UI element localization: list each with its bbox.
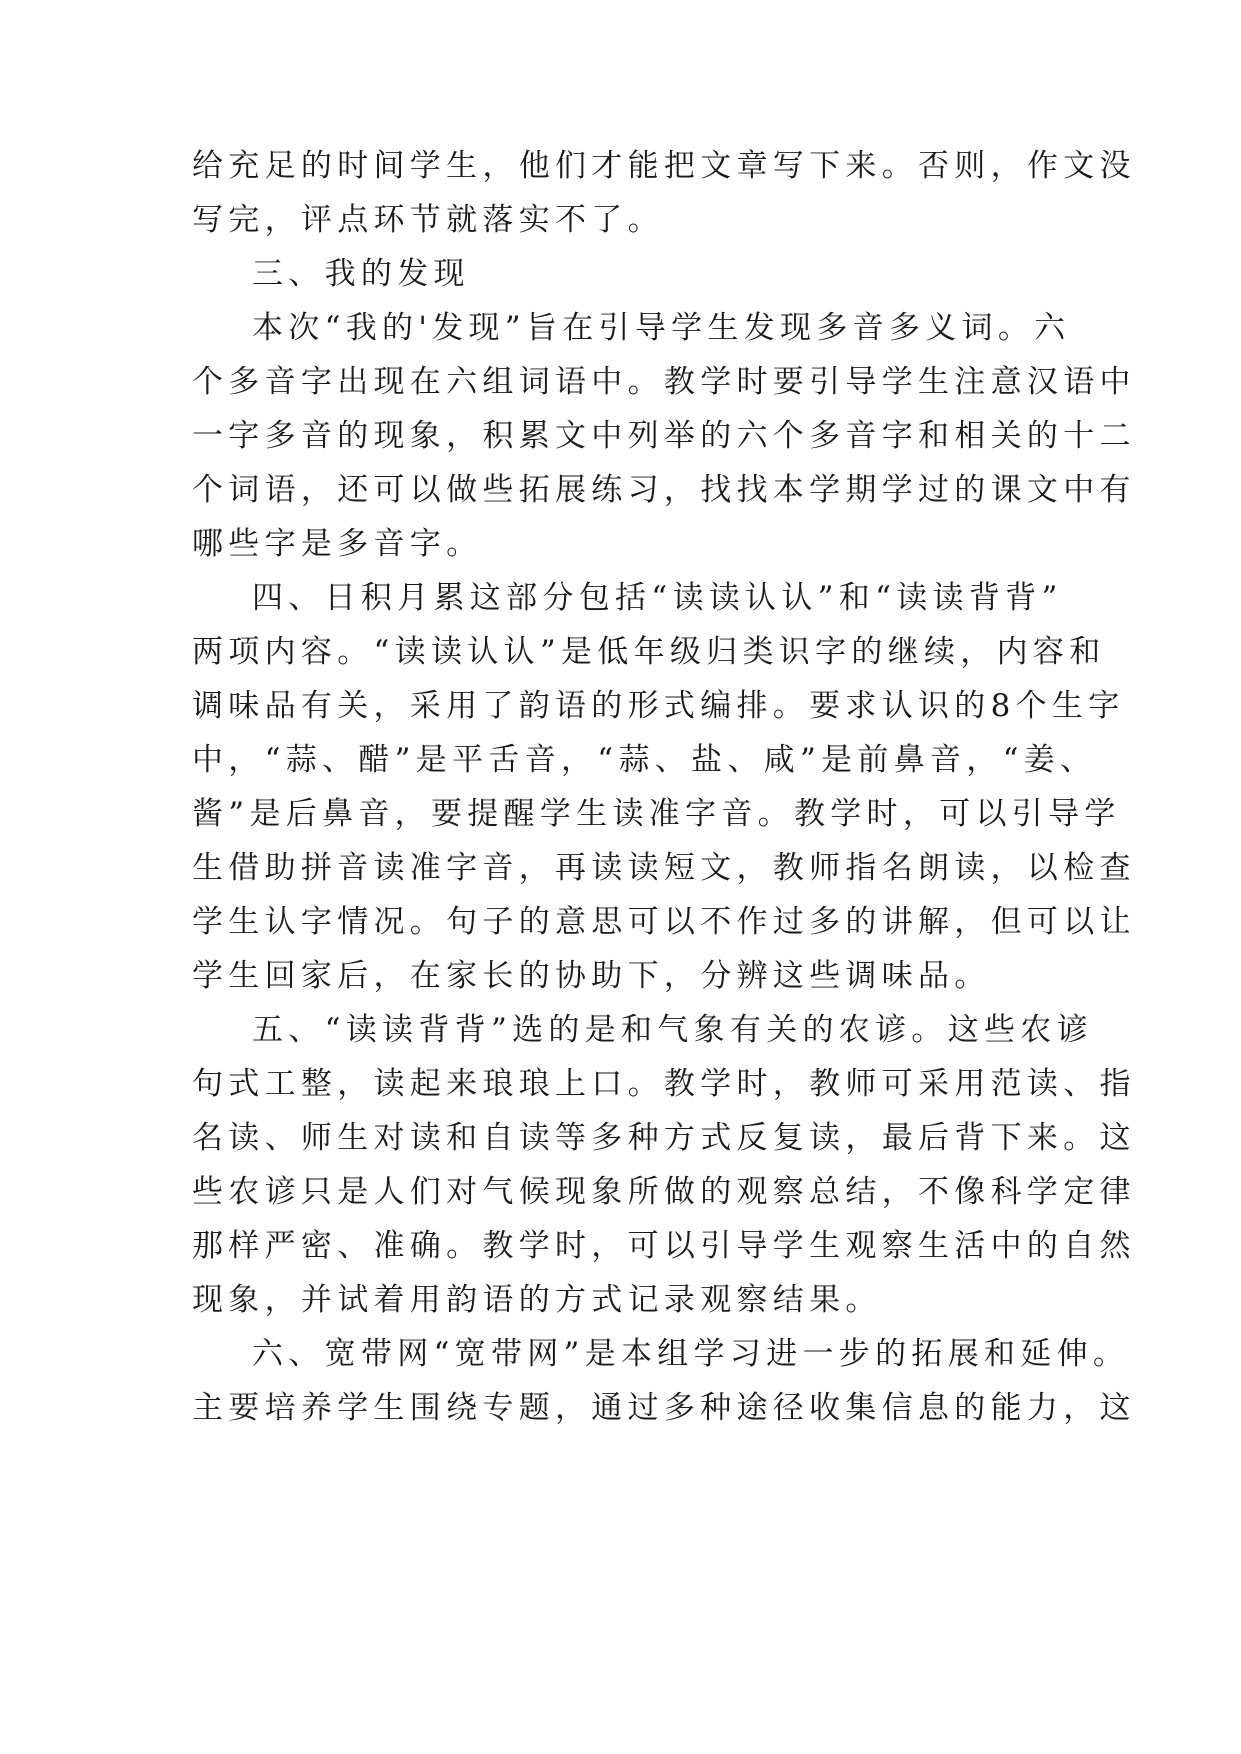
text-line: 些农谚只是人们对气候现象所做的观察总结，不像科学定律	[192, 1174, 1136, 1210]
text-line: 中，“蒜、醋”是平舌音，“蒜、盐、咸”是前鼻音，“姜、	[192, 742, 1097, 778]
section-heading: 三、我的发现	[252, 256, 470, 292]
text-line: 学生认字情况。句子的意思可以不作过多的讲解，但可以让	[192, 904, 1136, 940]
text-line: 生借助拼音读准字音，再读读短文，教师指名朗读，以检查	[192, 850, 1136, 886]
text-line: 那样严密、准确。教学时，可以引导学生观察生活中的自然	[192, 1228, 1136, 1264]
text-line: 哪些字是多音字。	[192, 526, 483, 562]
text-line: 一字多音的现象，积累文中列举的六个多音字和相关的十二	[192, 418, 1136, 454]
text-line: 本次“我的'发现”旨在引导学生发现多音多义词。六	[252, 310, 1071, 346]
text-line: 酱”是后鼻音，要提醒学生读准字音。教学时，可以引导学	[192, 796, 1121, 832]
text-line: 给充足的时间学生，他们才能把文章写下来。否则，作文没	[192, 148, 1136, 184]
text-line: 五、“读读背背”选的是和气象有关的农谚。这些农谚	[252, 1012, 1093, 1048]
text-line: 个多音字出现在六组词语中。教学时要引导学生注意汉语中	[192, 364, 1136, 400]
text-line: 学生回家后，在家长的协助下，分辨这些调味品。	[192, 958, 991, 994]
text-line: 两项内容。“读读认认”是低年级归类识字的继续，内容和	[192, 634, 1106, 670]
text-line: 句式工整，读起来琅琅上口。教学时，教师可采用范读、指	[192, 1066, 1136, 1102]
text-line: 个词语，还可以做些拓展练习，找找本学期学过的课文中有	[192, 472, 1136, 508]
text-line: 调味品有关，采用了韵语的形式编排。要求认识的8个生字	[192, 688, 1125, 724]
text-line: 现象，并试着用韵语的方式记录观察结果。	[192, 1282, 882, 1318]
text-line: 名读、师生对读和自读等多种方式反复读，最后背下来。这	[192, 1120, 1136, 1156]
text-line: 写完，评点环节就落实不了。	[192, 202, 664, 238]
text-line: 六、宽带网“宽带网”是本组学习进一步的拓展和延伸。	[252, 1336, 1130, 1372]
text-line: 主要培养学生围绕专题，通过多种途径收集信息的能力，这	[192, 1390, 1136, 1426]
text-line: 四、日积月累这部分包括“读读认认”和“读读背背”	[252, 580, 1063, 616]
